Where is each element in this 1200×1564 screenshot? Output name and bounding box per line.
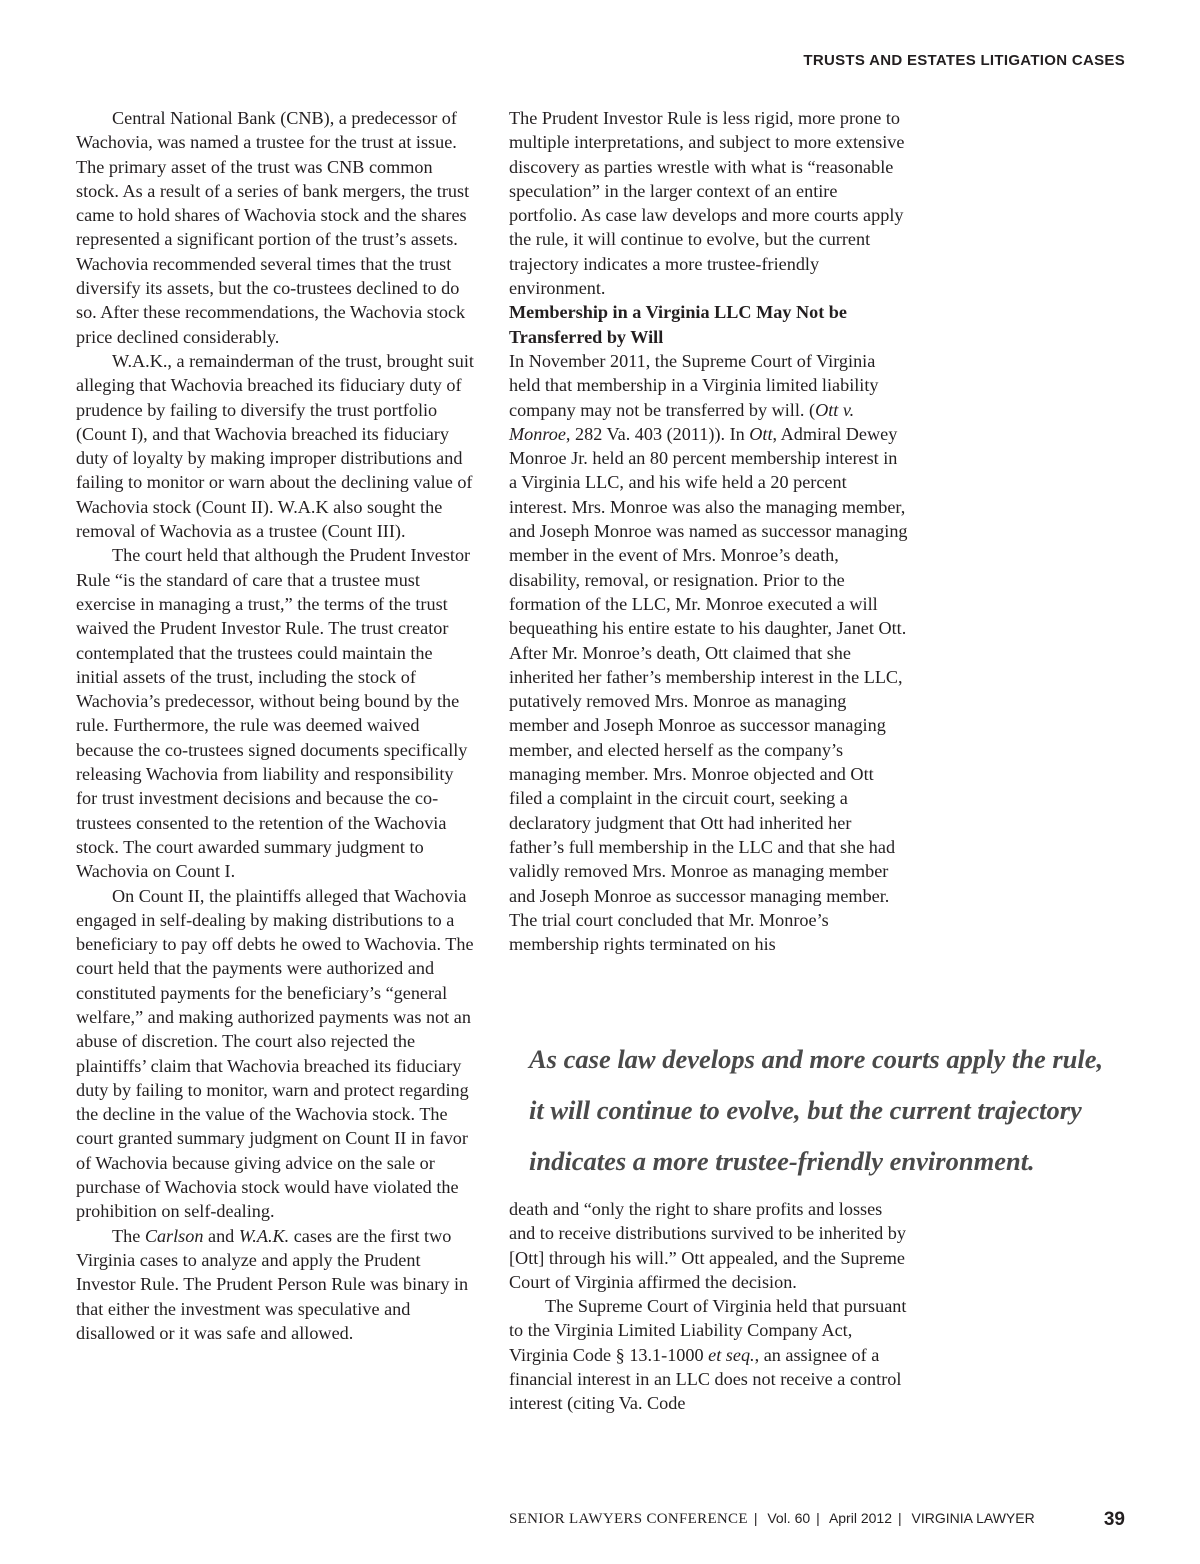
- footer-conference: SENIOR LAWYERS CONFERENCE: [509, 1511, 748, 1527]
- text-run: , Admiral Dewey Monroe Jr. held an 80 percent membership interest in a Virginia LLC, and his wife held a 20 percent interest. Mrs. Monroe was also the managing member, and Joseph Monroe was named as successor managing member in the event of Mrs. Monroe’s death, disability, removal, or resignation. Prior to the formation of the LLC, Mr. Monroe executed a will bequeathing his entire estate to his daughter, Janet Ott. After Mr. Monroe’s death, Ott claimed that she inherited her father’s membership interest in the LLC, putatively removed Mrs. Monroe as managing member and Joseph Monroe as successor managing member, and elected herself as the company’s managing member. Mrs. Monroe objected and Ott filed a complaint in the circuit court, seeking a declaratory judgment that Ott had inherited her father’s full membership in the LLC and that she had validly removed Mrs. Monroe as managing member and Joseph Monroe as successor managing member. The trial court concluded that Mr. Monroe’s membership rights terminated on his: [509, 423, 908, 955]
- text-run: and: [203, 1225, 239, 1246]
- footer-publication: VIRGINIA LAWYER: [911, 1510, 1035, 1526]
- paragraph: [509, 349, 909, 956]
- running-head: TRUSTS AND ESTATES LITIGATION CASES: [803, 52, 1125, 69]
- footer-separator: |: [897, 1510, 902, 1526]
- pull-quote-line: indicates a more trustee-friendly environment.: [529, 1146, 1035, 1176]
- pull-quote-line: it will continue to evolve, but the current trajectory: [529, 1095, 1082, 1125]
- paragraph: [76, 1224, 476, 1345]
- footer-separator: |: [753, 1510, 758, 1526]
- text-run: cases are the first two Virginia cases to analyze and apply the Prudent Investor Rule. The Prudent Person Rule was binary in that either the investment was speculative and disallowed or it was safe and allowed.: [76, 1225, 469, 1343]
- text-run: , an assignee of a financial interest in an LLC does not receive a control interest (citing Va. Code: [509, 1344, 902, 1414]
- section-heading: Membership in a Virginia LLC May Not be Transferred by Will: [509, 302, 847, 347]
- paragraph: Central National Bank (CNB), a predecessor of Wachovia, was named a trustee for the trust at issue. The primary asset of the trust was CNB common stock. As a result of a series of bank mergers, the trust came to hold shares of Wachovia stock and the shares represented a significant portion of the trust’s assets. Wachovia recommended several times that the trust diversify its assets, but the co-trustees declined to do so. After these recommendations, the Wachovia stock price declined considerably.: [76, 108, 470, 347]
- case-name-italic: Ott v. Monroe: [509, 399, 855, 444]
- paragraph: On Count II, the plaintiffs alleged that Wachovia engaged in self-dealing by making distributions to a beneficiary to pay off debts he owed to Wachovia. The court held that the payments were authorized and constituted payments for the beneficiary’s “general welfare,” and making authorized payments was not an abuse of discretion. The court also rejected the plaintiffs’ claim that Wachovia breached its fiduciary duty by failing to monitor, warn and protect regarding the decline in the value of the Wachovia stock. The court granted summary judgment on Count II in favor of Wachovia because giving advice on the sale or purchase of Wachovia stock would have violated the prohibition on self-dealing.: [76, 885, 474, 1222]
- paragraph: The court held that although the Prudent Investor Rule “is the standard of care that a trustee must exercise in managing a trust,” the terms of the trust waived the Prudent Investor Rule. The trust creator contemplated that the trustees could maintain the initial assets of the trust, including the stock of Wachovia’s predecessor, without being bound by the rule. Furthermore, the rule was deemed waived because the co-trustees signed documents specifically releasing Wachovia from liability and responsibility for trust investment decisions and because the co-trustees consented to the retention of the Wachovia stock. The court awarded summary judgment to Wachovia on Count I.: [76, 545, 471, 882]
- text-run: The: [112, 1225, 145, 1246]
- paragraph: [509, 1294, 909, 1415]
- pull-quote: [529, 1034, 1129, 1187]
- text-run: , 282 Va. 403 (2011)). In: [565, 423, 750, 444]
- footer-separator: |: [816, 1510, 820, 1526]
- text-run: In November 2011, the Supreme Court of Virginia held that membership in a Virginia limited liability company may not be transferred by will. (: [509, 350, 879, 420]
- footer-date: April 2012: [828, 1510, 892, 1526]
- paragraph: The Prudent Investor Rule is less rigid, more prone to multiple interpretations, and subject to more extensive discovery as parties wrestle with what is “reasonable speculation” in the larger context of an entire portfolio. As case law develops and more courts apply the rule, it will continue to evolve, but the current trajectory indicates a more trustee-friendly environment.: [509, 108, 905, 299]
- paragraph: W.A.K., a remainderman of the trust, brought suit alleging that Wachovia breached its fiduciary duty of prudence by failing to diversify the trust portfolio (Count I), and that Wachovia breached its fiduciary duty of loyalty by making improper distributions and failing to monitor or warn about the declining value of Wachovia stock (Count II). W.A.K also sought the removal of Wachovia as a trustee (Count III).: [76, 350, 474, 542]
- case-name-italic: Carlson: [144, 1225, 204, 1246]
- text-run: The Supreme Court of Virginia held that pursuant to the Virginia Limited Liability Company Act, Virginia Code § 13.1-1000: [509, 1296, 907, 1365]
- footer-volume: Vol. 60: [767, 1510, 811, 1526]
- page-number: 39: [1103, 1509, 1125, 1530]
- left-column: [76, 106, 476, 1345]
- latin-term-italic: et seq.: [708, 1344, 755, 1365]
- right-column-bottom: [509, 1197, 909, 1416]
- page-footer: [509, 1510, 1125, 1528]
- paragraph: death and “only the right to share profits and losses and to receive distributions survived to be inherited by [Ott] through his will.” Ott appealed, and the Supreme Court of Virginia affirmed the decision.: [509, 1199, 906, 1292]
- pull-quote-line: As case law develops and more courts apply the rule,: [529, 1044, 1104, 1074]
- case-name-italic: W.A.K.: [238, 1225, 290, 1246]
- case-name-italic: Ott: [749, 423, 773, 444]
- right-column-top: [509, 106, 909, 956]
